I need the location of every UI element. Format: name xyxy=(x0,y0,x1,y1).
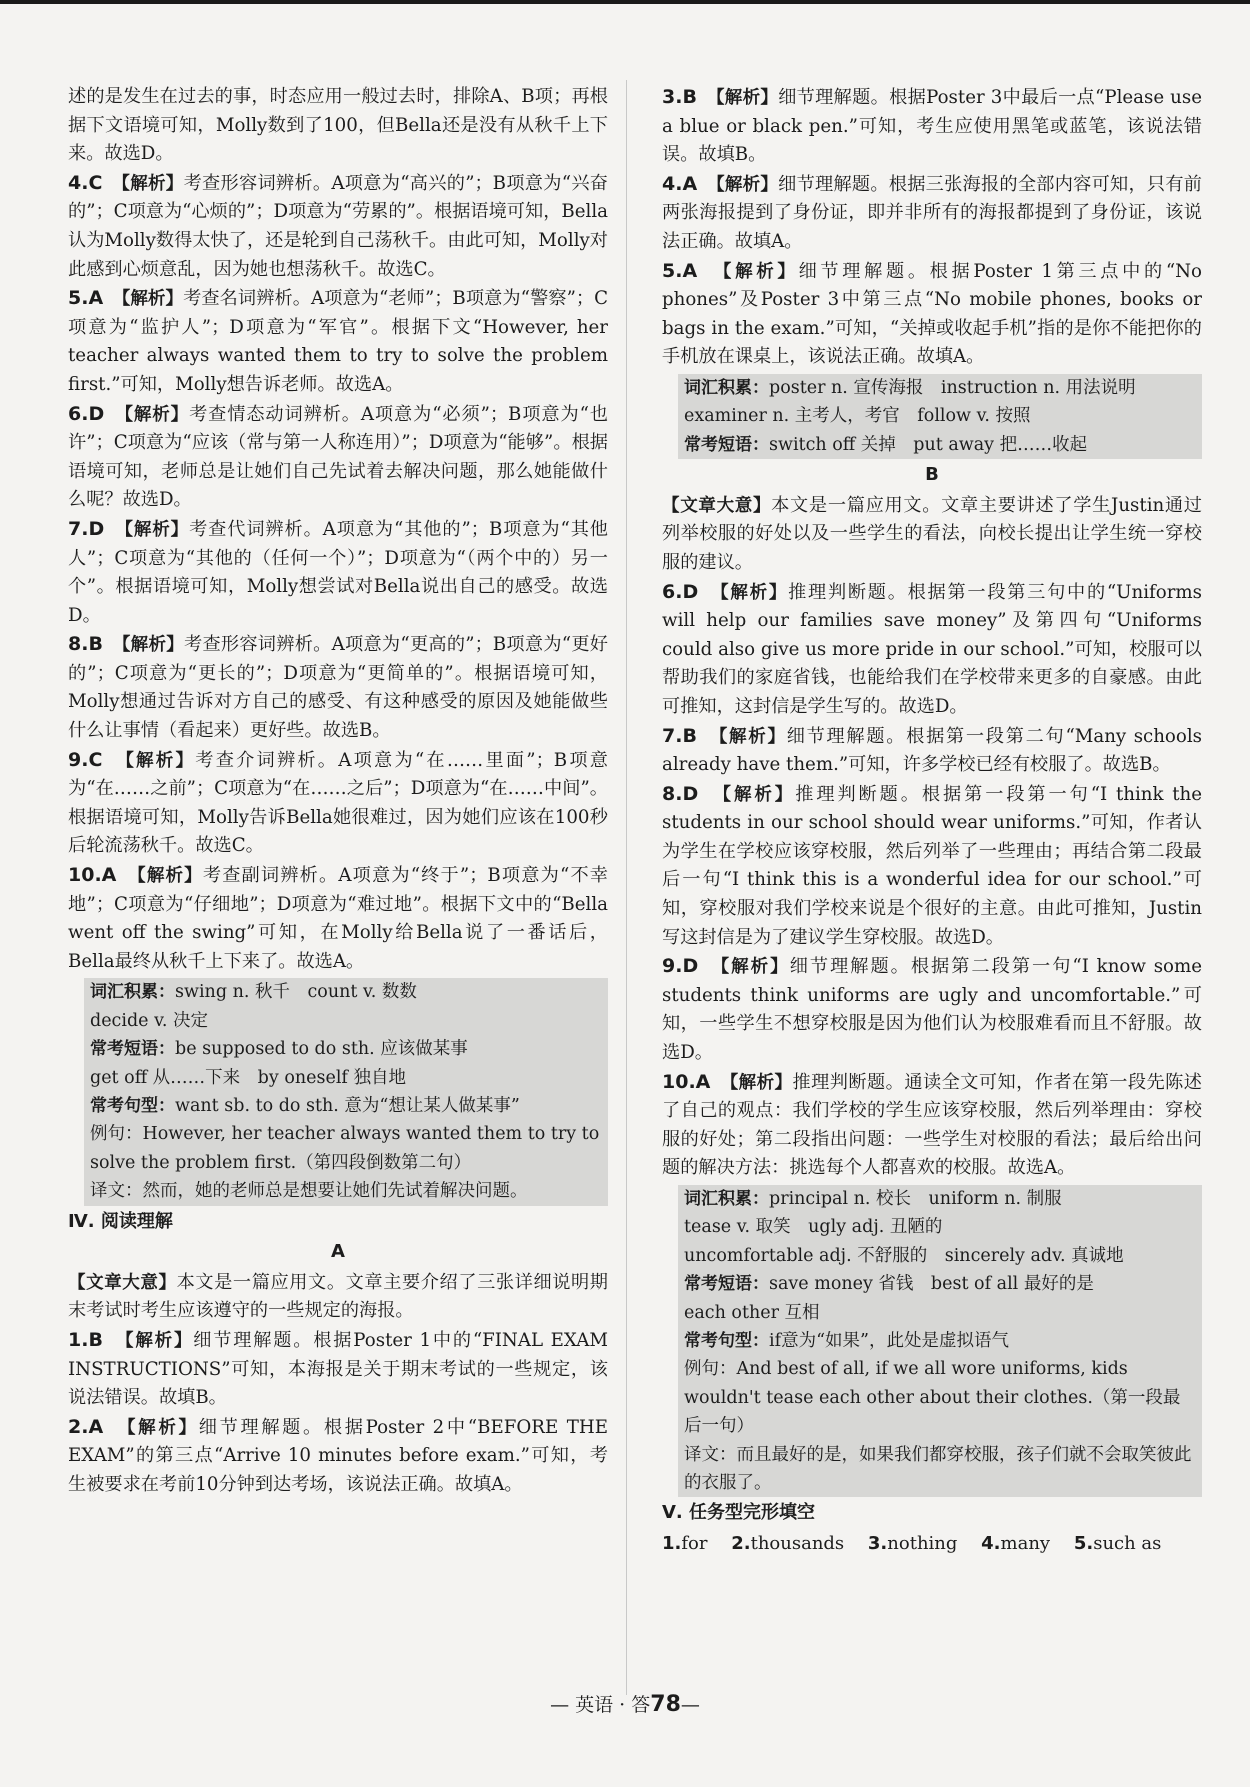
box-label: 常考短语： xyxy=(684,434,769,455)
analysis-text: 细节理解题。根据Poster 1第三点中的“No phones”及Poster 3中第三点“No mobile phones, books or bags in the exam.”可知，“关掉或收起手机”指的是你不能把你的手机放在课桌上，该说法正确。故填A。 xyxy=(662,260,1202,368)
summary-label: 【文章大意】 xyxy=(662,495,772,516)
answer-item xyxy=(68,284,608,399)
question-number: 6.D xyxy=(68,402,105,425)
analysis-tag: 【解析】 xyxy=(121,289,184,310)
analysis-tag: 【解析】 xyxy=(126,1417,199,1438)
analysis-tag: 【解析】 xyxy=(718,726,787,747)
box-label: 常考句型： xyxy=(684,1331,769,1352)
answer-value: nothing xyxy=(887,1533,958,1555)
answer-number: 2. xyxy=(731,1533,751,1555)
answer-item xyxy=(68,515,608,630)
answer-number: 3. xyxy=(867,1533,888,1555)
question-number: 8.B xyxy=(68,633,103,656)
left-column xyxy=(68,83,608,1500)
analysis-text: 考查副词辨析。A项意为“终于”；B项意为“不幸地”；C项意为“仔细地”；D项意为“难过地”。根据下文中的“Bella went off the swing”可知，在Molly给Bella说了一番话后，Bella最终从秋千上下来了。故选A。 xyxy=(68,865,608,972)
box-line: save money 省钱 best of all 最好的是 xyxy=(769,1274,1094,1295)
page-footer xyxy=(0,1690,1250,1717)
analysis-tag: 【解析】 xyxy=(121,173,184,194)
answer-item xyxy=(662,722,1202,780)
summary-label: 【文章大意】 xyxy=(68,1272,177,1293)
analysis-text: 细节理解题。根据Poster 1中的“FINAL EXAM INSTRUCTIONS”可知，本海报是关于期末考试的一些规定，该说法错误。故填B。 xyxy=(68,1330,608,1409)
analysis-text: 考查形容词辨析。A项意为“更高的”；B项意为“更好的”；C项意为“更长的”；D项意为“更简单的”。根据语境可知，Molly想通过告诉对方自己的感受、有这种感受的原因及她能做些什么让事情（看起来）更好些。故选B。 xyxy=(68,634,608,742)
box-line: 译文：然而，她的老师总是想要让她们先试着解决问题。 xyxy=(90,1181,528,1202)
box-line: decide v. 决定 xyxy=(90,1010,209,1031)
analysis-tag: 【解析】 xyxy=(715,88,779,108)
box-label: 词汇积累： xyxy=(684,1189,769,1209)
box-label: 常考短语： xyxy=(90,1039,175,1060)
box-label: 词汇积累： xyxy=(684,377,769,398)
question-number: 8.D xyxy=(662,782,699,805)
answer-item xyxy=(68,400,608,515)
answer-item xyxy=(68,630,608,745)
footer-prefix: — 英语 · 答 xyxy=(550,1694,651,1716)
answer-item xyxy=(662,1068,1202,1183)
answer-value: for xyxy=(681,1533,708,1555)
analysis-tag: 【解析】 xyxy=(121,635,184,656)
cloze-answers xyxy=(662,1530,1202,1559)
question-number: 3.B xyxy=(662,86,697,108)
analysis-tag: 【解析】 xyxy=(124,519,190,540)
question-number: 10.A xyxy=(68,864,117,887)
answer-item xyxy=(68,746,608,861)
question-number: 9.D xyxy=(662,955,699,978)
box-label: 词汇积累： xyxy=(90,982,175,1003)
box-line: poster n. 宣传海报 instruction n. 用法说明 xyxy=(769,377,1136,398)
analysis-text: 细节理解题。根据第一段第二句“Many schools already have them.”可知，许多学校已经有校服了。故选B。 xyxy=(662,725,1202,776)
analysis-text: 推理判断题。根据第一段第一句“I think the students in our school should wear uniforms.”可知，作者认为学生在学校应该穿校服，然后列举了一些理由；再结合第二段最后一句“I think this is a wonderful idea for our school.”可知，穿校服对我们学校来说是个很好的主意。由此可推知，Justin写这封信是为了建议学生穿校服。故选D。 xyxy=(662,783,1203,948)
question-number: 4.C xyxy=(68,171,103,194)
box-line: each other 互相 xyxy=(684,1302,820,1323)
question-number: 9.C xyxy=(68,748,103,771)
analysis-text: 细节理解题。根据Poster 3中最后一点“Please use a blue or black pen.”可知，考生应使用黑笔或蓝笔，该说法错误。故填B。 xyxy=(662,87,1202,166)
answer-number: 5. xyxy=(1073,1533,1094,1555)
question-number: 6.D xyxy=(662,580,699,603)
box-line: switch off 关掉 put away 把……收起 xyxy=(769,434,1088,455)
box-line: 例句：However, her teacher always wanted them to try to solve the problem first.（第四段倒数第二句） xyxy=(90,1124,600,1173)
column-divider xyxy=(626,80,627,1695)
analysis-text: 考查名词辨析。A项意为“老师”；B项意为“警察”；C项意为“监护人”；D项意为“军官”。根据下文“However, her teacher always wanted them to try to solve the problem first.”可知，Molly想告诉老师。故选A。 xyxy=(68,288,609,395)
box-line: examiner n. 主考人，考官 follow v. 按照 xyxy=(684,406,1031,427)
box-line: principal n. 校长 uniform n. 制服 xyxy=(769,1189,1062,1209)
analysis-tag: 【解析】 xyxy=(136,866,203,887)
analysis-tag: 【解析】 xyxy=(720,957,790,978)
box-line: 例句：And best of all, if we all wore uniforms, kids wouldn't tease each other about their clothes.（第一段最后一句） xyxy=(684,1359,1181,1437)
box-line: uncomfortable adj. 不舒服的 sincerely adv. 真诚地 xyxy=(684,1245,1124,1266)
analysis-text: 考查代词辨析。A项意为“其他的”；B项意为“其他人”；C项意为“其他的（任何一个）”；D项意为“（两个中的）另一个”。根据语境可知，Molly想尝试对Bella说出自己的感受。故选D。 xyxy=(68,518,608,626)
answer-item xyxy=(662,170,1202,257)
footer-suffix: — xyxy=(680,1694,700,1716)
box-line: 译文：而且最好的是，如果我们都穿校服，孩子们就不会取笑彼此的衣服了。 xyxy=(684,1444,1192,1494)
answer-item xyxy=(662,780,1202,953)
question-number: 5.A xyxy=(68,287,104,310)
part-heading: B xyxy=(925,464,939,486)
answer-number: 1. xyxy=(662,1533,682,1555)
question-number: 2.A xyxy=(68,1415,104,1438)
answer-item xyxy=(662,83,1202,170)
box-line: swing n. 秋千 count v. 数数 xyxy=(175,982,417,1003)
summary-text: 本文是一篇应用文。文章主要介绍了三张详细说明期末考试时考生应该遵守的一些规定的海报。 xyxy=(68,1271,608,1322)
answer-item xyxy=(68,1326,608,1413)
box-line: tease v. 取笑 ugly adj. 丑陋的 xyxy=(684,1217,943,1238)
analysis-text: 细节理解题。根据第二段第一句“I know some students think uniforms are ugly and uncomfortable.”可知，一些学生不想穿校服是因为他们认为校服难看而且不舒服。故选D。 xyxy=(662,956,1202,1064)
answer-value: thousands xyxy=(750,1533,845,1555)
analysis-text: 推理判断题。根据第一段第三句中的“Uniforms will help our families save money”及第四句“Uniforms could also give us more pride in our school.”可知，校服可以帮助我们的家庭省钱，也能给我们在学校带来更多的自豪感。由此可推知，这封信是学生写的。故选D。 xyxy=(662,581,1202,717)
right-column xyxy=(662,83,1202,1559)
analysis-tag: 【解析】 xyxy=(124,404,190,425)
question-number: 5.A xyxy=(662,259,698,282)
answer-item xyxy=(68,1413,608,1500)
answer-value: many xyxy=(1000,1533,1051,1555)
top-rule xyxy=(0,0,1250,4)
vocab-box xyxy=(678,1185,1202,1497)
question-number: 7.B xyxy=(662,724,697,747)
answer-item xyxy=(662,952,1202,1067)
article-summary xyxy=(662,492,1202,578)
box-label: 常考句型： xyxy=(90,1096,175,1117)
box-line: be supposed to do sth. 应该做某事 xyxy=(175,1039,468,1060)
article-summary xyxy=(68,1269,608,1326)
answer-number: 4. xyxy=(981,1533,1001,1555)
summary-text: 本文是一篇应用文。文章主要讲述了学生Justin通过列举校服的好处以及一些学生的看法，向校长提出让学生统一穿校服的建议。 xyxy=(662,494,1202,573)
box-line: get off 从……下来 by oneself 独自地 xyxy=(90,1067,406,1088)
analysis-tag: 【解析】 xyxy=(722,784,796,805)
question-number: 7.D xyxy=(68,517,105,540)
analysis-tag: 【解析】 xyxy=(719,582,789,603)
answer-item xyxy=(68,169,608,284)
analysis-text: 考查情态动词辨析。A项意为“必须”；B项意为“也许”；C项意为“应该（常与第一人称连用）”；D项意为“能够”。根据语境可知，老师总是让她们自己先试着去解决问题，那么她能做什么呢？故选D。 xyxy=(68,403,608,511)
analysis-text: 推理判断题。通读全文可知，作者在第一段先陈述了自己的观点：我们学校的学生应该穿校服，然后列举理由：穿校服的好处；第二段指出问题：一些学生对校服的看法；最后给出问题的解决方法：挑选每个人都喜欢的校服。故选A。 xyxy=(662,1071,1202,1179)
question-number: 1.B xyxy=(68,1329,103,1352)
answer-item xyxy=(662,578,1202,722)
question-number: 10.A xyxy=(662,1070,711,1093)
box-label: 常考短语： xyxy=(684,1274,769,1295)
box-line: want sb. to do sth. 意为“想让某人做某事” xyxy=(175,1096,520,1117)
analysis-tag: 【解析】 xyxy=(124,1331,194,1352)
analysis-text: 考查介词辨析。A项意为“在……里面”；B项意为“在……之前”；C项意为“在……之后”；D项意为“在……中间”。根据语境可知，Molly告诉Bella她很难过，因为她们应该在100秒后轮流荡秋千。故选C。 xyxy=(68,749,608,857)
analysis-tag: 【解析】 xyxy=(729,1072,793,1093)
answer-value: such as xyxy=(1093,1533,1162,1555)
analysis-tag: 【解析】 xyxy=(722,261,799,282)
answer-item xyxy=(662,257,1202,372)
analysis-tag: 【解析】 xyxy=(125,750,196,771)
answer-item xyxy=(68,861,608,976)
box-line: if意为“如果”，此处是虚拟语气 xyxy=(769,1331,1009,1352)
intro-text: 述的是发生在过去的事，时态应用一般过去时，排除A、B项；再根据下文语境可知，Molly数到了100，但Bella还是没有从秋千上下来。故选D。 xyxy=(68,86,608,165)
page-number: 78 xyxy=(650,1692,681,1717)
section-title: Ⅴ. 任务型完形填空 xyxy=(662,1502,816,1524)
analysis-text: 细节理解题。根据Poster 2中“BEFORE THE EXAM”的第三点“Arrive 10 minutes before exam.”可知，考生被要求在考前10分钟到达考场，该说法正确。故填A。 xyxy=(68,1416,608,1495)
question-number: 4.A xyxy=(662,172,698,195)
part-heading: A xyxy=(331,1241,345,1263)
section-title: Ⅳ. 阅读理解 xyxy=(68,1210,173,1232)
analysis-text: 考查形容词辨析。A项意为“高兴的”；B项意为“兴奋的”；C项意为“心烦的”；D项意为“劳累的”。根据语境可知，Bella认为Molly数得太快了，还是轮到自己荡秋千。由此可知，Molly对此感到心烦意乱，因为她也想荡秋千。故选C。 xyxy=(68,172,608,280)
vocab-box xyxy=(84,978,608,1205)
vocab-box xyxy=(678,374,1202,459)
analysis-text: 细节理解题。根据三张海报的全部内容可知，只有前两张海报提到了身份证，即并非所有的海报都提到了身份证，该说法正确。故填A。 xyxy=(662,173,1202,252)
analysis-tag: 【解析】 xyxy=(715,174,779,195)
